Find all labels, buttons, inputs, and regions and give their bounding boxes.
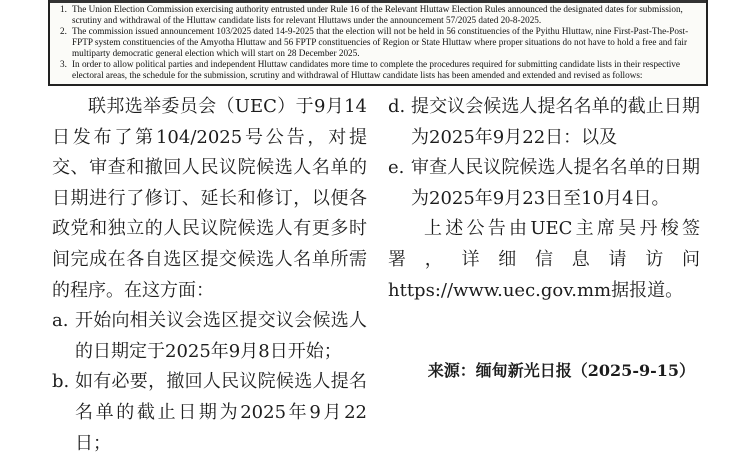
clipping-item (60, 59, 696, 81)
clipping-item-number: 3. (60, 59, 67, 69)
list-item-marker: e. (388, 157, 405, 179)
clipping-item (60, 4, 696, 26)
clipping-item-number: 2. (60, 26, 67, 36)
list-item-text: 如有必要，撤回人民议院候选人提名名单的截止日期为2025年9月22日； (75, 371, 367, 454)
list-item (388, 92, 700, 153)
list-item (388, 153, 700, 214)
list-item (52, 306, 367, 367)
clipping-item (60, 26, 696, 59)
article-column-right (388, 92, 700, 386)
list-item (52, 367, 367, 459)
article-column-left (52, 92, 367, 459)
clipping-item-number: 1. (60, 4, 67, 14)
list-item-text: 提交议会候选人提名名单的截止日期为2025年9月22日：以及 (411, 96, 700, 148)
list-item-marker: b. (52, 371, 70, 393)
clipping-top-rule (50, 0, 706, 3)
news-clipping (48, 0, 708, 86)
article-intro-paragraph: 联邦选举委员会（UEC）于9月14日发布了第104/2025号公告，对提交、审查和撤回人民议院候选人名单的日期进行了修订、延长和修订，以便各政党和独立的人民议院候选人有更多时间完成在各自选区提交候选人名单所需的程序。在这方面： (52, 96, 367, 301)
list-item-text: 开始向相关议会选区提交议会候选人的日期定于2025年9月8日开始； (75, 310, 367, 362)
list-item-marker: a. (52, 310, 69, 332)
clipping-item-text: In order to allow political parties and independent Hluttaw candidates more time to complete the procedures required for submitting candidate lists in their respective electoral areas, the schedule for the submission, scrutiny and withdrawal of Hluttaw candidate lists has been amended and extended and revised as follows: (72, 59, 680, 80)
article-source: 来源：缅甸新光日报（2025-9-15） (427, 361, 695, 381)
clipping-item-text: The commission issued announcement 103/2025 dated 14-9-2025 that the election will not be held in 56 constituencies of the Pyithu Hluttaw, nine First-Past-The-Post-FPTP system constituencies of the Amyotha Hluttaw and 56 FPTP constituencies of Region or State Hluttaw where proper situations do not have to hold a free and fair multiparty democratic general election which will start on 28 December 2025. (72, 26, 689, 58)
column-spacer (388, 306, 700, 356)
list-item-text: 审查人民议院候选人提名名单的日期为2025年9月23日至10月4日。 (411, 157, 700, 209)
clipping-item-text: The Union Election Commission exercising authority entrusted under Rule 16 of the Relevant Hluttaw Election Rules announced the designated dates for submission, scrutiny and withdrawal of the Hluttaw candidate lists for relevant Hluttaws under the announcement 57/2025 dated 20-8-2025. (72, 4, 683, 25)
list-item-marker: d. (388, 96, 406, 117)
article-closing-paragraph: 上述公告由UEC主席吴丹梭签署，详细信息请访问https://www.uec.gov.mm据报道。 (388, 218, 700, 301)
